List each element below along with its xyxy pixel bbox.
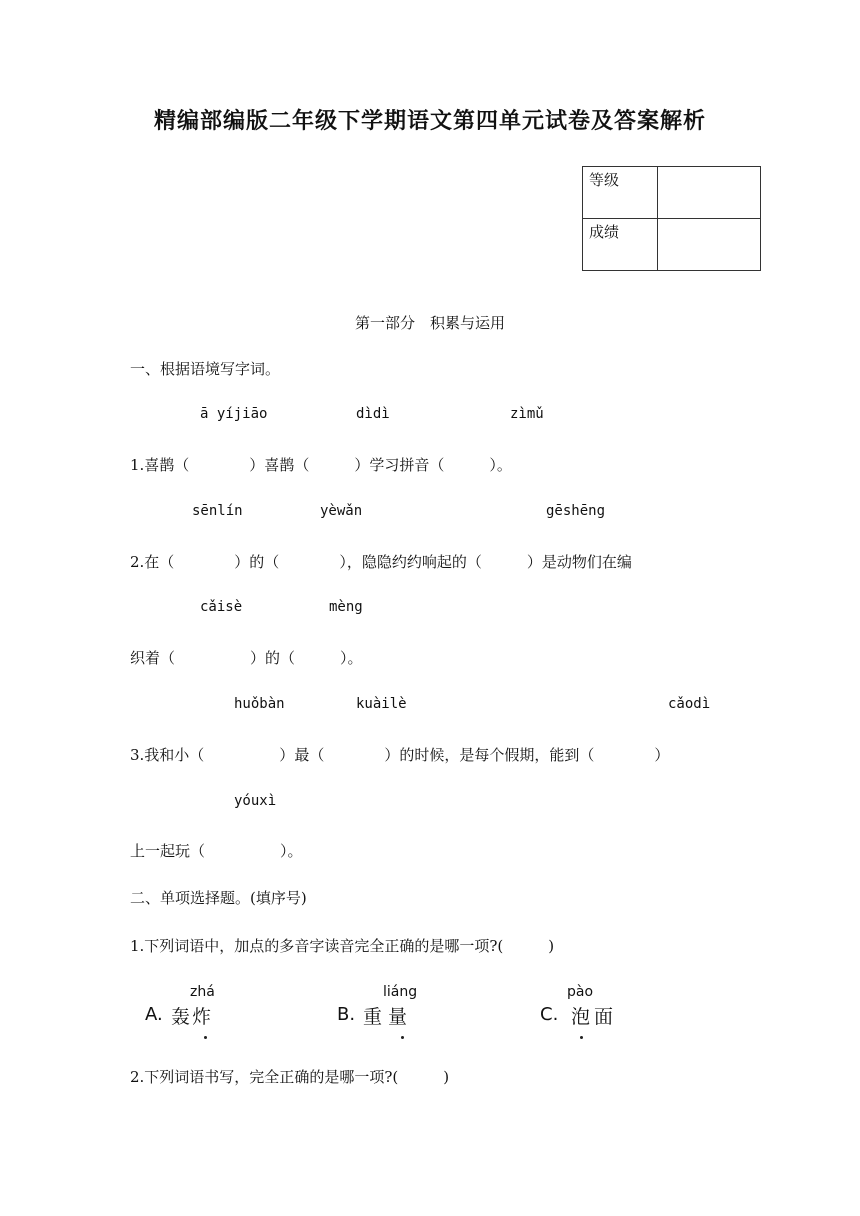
option-b-letter: B. bbox=[337, 1004, 356, 1025]
question-1-3-cont: 上一起玩（ ）。 bbox=[130, 842, 303, 860]
pinyin-senlin: sēnlín bbox=[192, 503, 243, 519]
grade-label: 等级 bbox=[583, 167, 658, 219]
part-heading: 第一部分 积累与运用 bbox=[354, 314, 505, 332]
pinyin-didi: dìdì bbox=[356, 406, 390, 422]
option-b-chars: 重量 bbox=[363, 1006, 414, 1028]
option-b-pinyin: liáng bbox=[383, 984, 418, 1000]
pinyin-youxi: yóuxì bbox=[234, 793, 277, 809]
emphasis-dot bbox=[401, 1036, 404, 1039]
option-a-letter: A. bbox=[145, 1004, 163, 1025]
score-value-cell[interactable] bbox=[658, 219, 761, 271]
section1-heading: 一、根据语境写字词。 bbox=[130, 360, 281, 378]
pinyin-caise: cǎisè bbox=[200, 599, 243, 615]
grade-table bbox=[582, 166, 761, 271]
pinyin-kuaile: kuàilè bbox=[356, 696, 407, 712]
pinyin-huoban: huǒbàn bbox=[234, 696, 285, 712]
question-2-1: 1.下列词语中，加点的多音字读音完全正确的是哪一项?( ) bbox=[130, 937, 555, 955]
option-c-letter: C. bbox=[540, 1004, 559, 1025]
pinyin-yewan: yèwǎn bbox=[320, 503, 363, 519]
option-a-chars: 轰炸 bbox=[171, 1006, 214, 1028]
option-a-pinyin: zhá bbox=[190, 984, 215, 1000]
pinyin-meng: mèng bbox=[329, 599, 363, 615]
emphasis-dot bbox=[204, 1036, 207, 1039]
option-c-chars: 泡面 bbox=[571, 1006, 618, 1028]
question-1-2-cont: 织着（ ）的（ ）。 bbox=[130, 649, 363, 667]
score-label: 成绩 bbox=[583, 219, 658, 271]
pinyin-zimu: zìmǔ bbox=[510, 406, 544, 422]
document-title: 精编部编版二年级下学期语文第四单元试卷及答案解析 bbox=[153, 108, 706, 134]
pinyin-caodi: cǎodì bbox=[668, 696, 711, 712]
pinyin-ayijiao: ā yíjiāo bbox=[200, 406, 268, 422]
option-a bbox=[145, 984, 245, 1042]
section2-heading: 二、单项选择题。(填序号) bbox=[130, 889, 307, 907]
question-1-3: 3.我和小（ ）最（ ）的时候，是每个假期，能到（ ） bbox=[130, 746, 670, 764]
question-1-2: 2.在（ ）的（ ），隐隐约约响起的（ ）是动物们在编 bbox=[130, 553, 632, 571]
option-b bbox=[337, 984, 437, 1042]
option-c-pinyin: pào bbox=[567, 984, 594, 1000]
question-2-2: 2.下列词语书写，完全正确的是哪一项?( ) bbox=[130, 1068, 450, 1086]
grade-value-cell[interactable] bbox=[658, 167, 761, 219]
question-1-1: 1.喜鹊（ ）喜鹊（ ）学习拼音（ ）。 bbox=[130, 456, 512, 474]
emphasis-dot bbox=[580, 1036, 583, 1039]
pinyin-gesheng: gēshēng bbox=[546, 503, 606, 519]
option-c bbox=[540, 984, 640, 1042]
